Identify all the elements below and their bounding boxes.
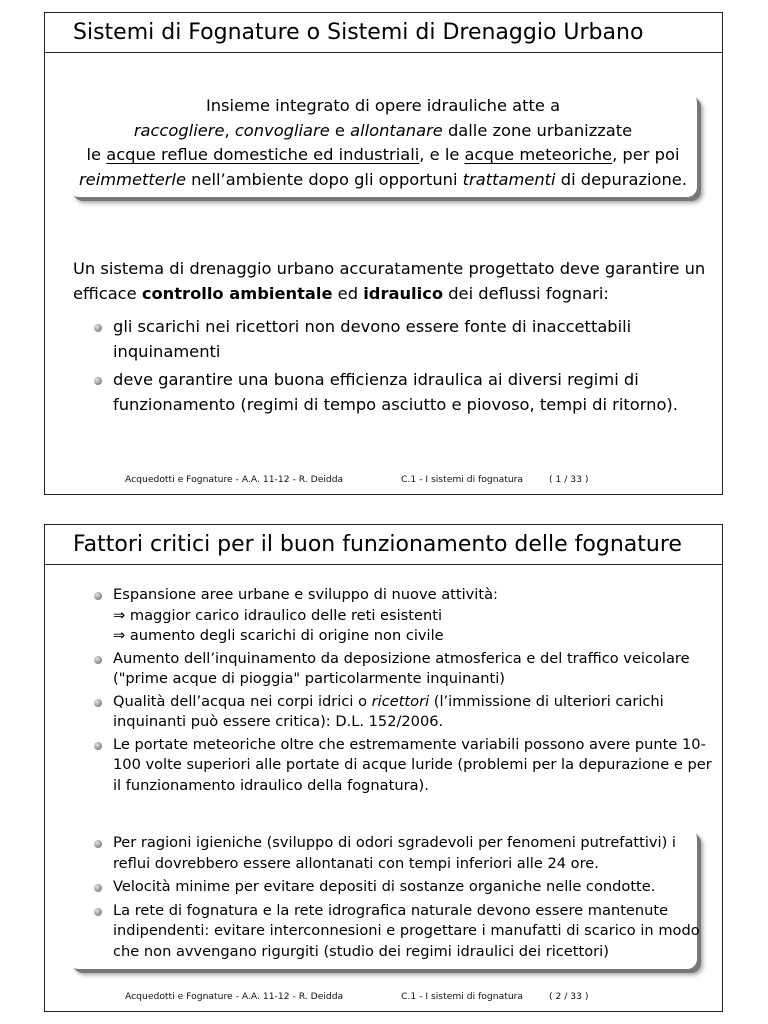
implication-line: ⇒ maggior carico idraulico delle reti esistenti xyxy=(113,606,443,624)
slide-title: Sistemi di Fognature o Sistemi di Drenaggio Urbano xyxy=(45,13,722,53)
term-reimmetterle: reimmetterle xyxy=(78,169,186,189)
slide-title: Fattori critici per il buon funzionamento delle fognature xyxy=(45,525,722,565)
bullet-icon xyxy=(94,742,102,750)
text: ed xyxy=(332,283,364,303)
definition-box xyxy=(69,93,697,197)
definition-line: Insieme integrato di opere idrauliche atte a xyxy=(205,96,561,115)
term-controllo-ambientale: controllo ambientale xyxy=(141,283,333,303)
bullet-icon xyxy=(94,324,102,332)
list-item xyxy=(73,315,713,364)
text: Un sistema di drenaggio urbano accuratamente progettato deve garantire un efficace xyxy=(73,259,706,303)
term-raccogliere: raccogliere xyxy=(133,120,225,140)
footer-page-number: ( 1 / 33 ) xyxy=(549,474,589,485)
list-item xyxy=(73,692,713,733)
bullet-text: (l’immissione di ulteriori carichi inquinanti può essere critica): D.L. 152/2006. xyxy=(113,692,664,730)
bullet-list xyxy=(73,315,713,421)
term-idraulico: idraulico xyxy=(363,283,444,303)
text: di depurazione. xyxy=(555,169,687,189)
text: , e le xyxy=(419,145,465,164)
definition-line xyxy=(69,143,697,168)
text: le xyxy=(86,145,107,164)
implication-line: ⇒ aumento degli scarichi di origine non civile xyxy=(113,627,444,644)
list-item xyxy=(73,649,713,690)
term-allontanare: allontanare xyxy=(350,120,443,140)
text: , per poi xyxy=(612,145,680,164)
list-item xyxy=(73,901,713,963)
bullet-text: La rete di fognatura e la rete idrografica naturale devono essere mantenute indipendenti: evitare interconnesioni e progettare i manufatti di scarico in modo che non avvengano rigurgiti (studio dei regimi idraulici dei ricettori) xyxy=(113,901,700,960)
footer-section: C.1 - I sistemi di fognatura xyxy=(401,474,524,485)
list-item xyxy=(73,585,713,647)
list-item xyxy=(73,833,713,874)
footer-section: C.1 - I sistemi di fognatura xyxy=(401,991,524,1002)
definition-line xyxy=(69,168,697,193)
list-item xyxy=(73,877,713,898)
list-item xyxy=(73,368,713,417)
bullet-icon xyxy=(94,656,102,664)
list-item xyxy=(73,735,713,797)
text: , xyxy=(224,120,235,140)
requirements-list xyxy=(73,833,713,965)
footer-course: Acquedotti e Fognature - A.A. 11-12 - R. Deidda xyxy=(125,474,344,485)
slide-footer xyxy=(45,991,722,1007)
bullet-text: Velocità minime per evitare depositi di sostanze organiche nelle condotte. xyxy=(113,878,656,895)
bullet-icon xyxy=(94,884,102,892)
bullet-text: Qualità dell’acqua nei corpi idrici o xyxy=(113,692,372,710)
bullet-text: Per ragioni igieniche (sviluppo di odori sgradevoli per fenomeni putrefattivi) i reflui dovrebbero essere allontanati con tempi inferiori alle 24 ore. xyxy=(113,834,676,872)
definition-line xyxy=(69,119,697,144)
slide-1 xyxy=(44,12,723,495)
bullet-icon xyxy=(94,908,102,916)
footer-page-number: ( 2 / 33 ) xyxy=(549,991,589,1002)
intro-paragraph xyxy=(73,257,713,306)
bullet-icon xyxy=(94,592,102,600)
slide-2 xyxy=(44,524,723,1012)
bullet-icon xyxy=(94,377,102,385)
bullet-text: gli scarichi nei ricettori non devono essere fonte di inaccettabili inquinamenti xyxy=(113,317,632,361)
text: dalle zone urbanizzate xyxy=(442,120,633,140)
text: dei deflussi fognari: xyxy=(443,283,609,303)
bullet-icon xyxy=(94,840,102,848)
term-acque-meteoriche: acque meteoriche xyxy=(464,145,613,164)
bullet-text: deve garantire una buona efficienza idraulica ai diversi regimi di funzionamento (regimi di tempo asciutto e piovoso, tempi di ritorno). xyxy=(113,370,678,414)
bullet-text: Le portate meteoriche oltre che estremamente variabili possono avere punte 10-100 volte superiori alle portate di acque luride (problemi per la depurazione e per il funzionamento idraulico della fognatura). xyxy=(113,735,712,794)
text: nell’ambiente dopo gli opportuni xyxy=(185,169,463,189)
term-trattamenti: trattamenti xyxy=(462,169,556,189)
term-convogliare: convogliare xyxy=(234,120,330,140)
bullet-text: Aumento dell’inquinamento da deposizione atmosferica e del traffico veicolare ("prime acque di pioggia" particolarmente inquinanti) xyxy=(113,649,690,687)
footer-course: Acquedotti e Fognature - A.A. 11-12 - R. Deidda xyxy=(125,991,344,1002)
bullet-text: Espansione aree urbane e sviluppo di nuove attività: xyxy=(113,586,498,603)
term-ricettori: ricettori xyxy=(371,692,430,710)
bullet-list xyxy=(73,585,713,798)
term-acque-reflue: acque reflue domestiche ed industriali xyxy=(106,145,420,164)
slide-footer xyxy=(45,474,722,490)
text: e xyxy=(329,120,351,140)
bullet-icon xyxy=(94,699,102,707)
